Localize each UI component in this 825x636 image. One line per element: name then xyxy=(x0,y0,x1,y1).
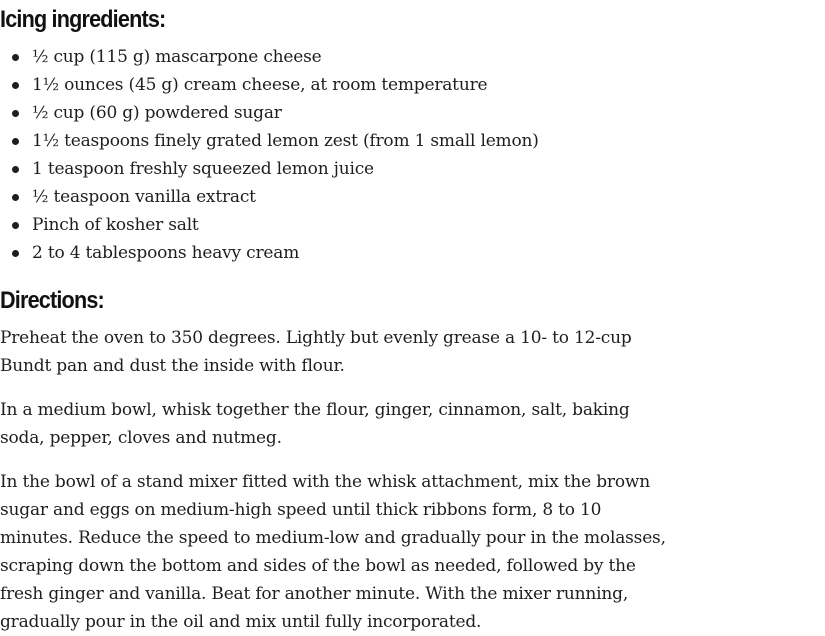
bullet-icon xyxy=(12,250,19,257)
list-item xyxy=(0,71,539,99)
bullet-icon xyxy=(12,166,19,173)
ingredient-text: ½ teaspoon vanilla extract xyxy=(32,187,256,207)
bullet-icon xyxy=(12,222,19,229)
bullet-icon xyxy=(12,138,19,145)
ingredient-text: 2 to 4 tablespoons heavy cream xyxy=(32,243,300,263)
list-item xyxy=(0,183,539,211)
direction-paragraph: In a medium bowl, whisk together the flour, ginger, cinnamon, salt, baking soda, pepper, cloves and nutmeg. xyxy=(0,400,630,448)
bullet-icon xyxy=(12,54,19,61)
icing-ingredients-heading: Icing ingredients: xyxy=(0,6,166,33)
ingredient-text: 1 teaspoon freshly squeezed lemon juice xyxy=(32,159,374,179)
list-item xyxy=(0,239,539,267)
direction-paragraph: In the bowl of a stand mixer fitted with the whisk attachment, mix the brown sugar and eggs on medium-high speed until thick ribbons form, 8 to 10 minutes. Reduce the speed to medium-low and gradually pour in the molasses, scraping down the bottom and sides of the bowl as needed, followed by the fresh ginger and vanilla. Beat for another minute. With the mixer running, gradually pour in the oil and mix until fully incorporated. xyxy=(0,472,666,632)
list-item xyxy=(0,211,539,239)
bullet-icon xyxy=(12,194,19,201)
bullet-icon xyxy=(12,110,19,117)
ingredient-text: Pinch of kosher salt xyxy=(32,215,199,235)
list-item xyxy=(0,155,539,183)
list-item xyxy=(0,43,539,71)
directions-heading: Directions: xyxy=(0,287,104,314)
ingredient-text: 1½ teaspoons finely grated lemon zest (from 1 small lemon) xyxy=(32,131,539,151)
bullet-icon xyxy=(12,82,19,89)
ingredient-text: ½ cup (60 g) powdered sugar xyxy=(32,103,282,123)
list-item xyxy=(0,99,539,127)
direction-paragraph: Preheat the oven to 350 degrees. Lightly but evenly grease a 10- to 12-cup Bundt pan and dust the inside with flour. xyxy=(0,328,632,376)
ingredient-text: 1½ ounces (45 g) cream cheese, at room temperature xyxy=(32,75,488,95)
icing-ingredients-list xyxy=(0,43,539,267)
list-item xyxy=(0,127,539,155)
ingredient-text: ½ cup (115 g) mascarpone cheese xyxy=(32,47,322,67)
